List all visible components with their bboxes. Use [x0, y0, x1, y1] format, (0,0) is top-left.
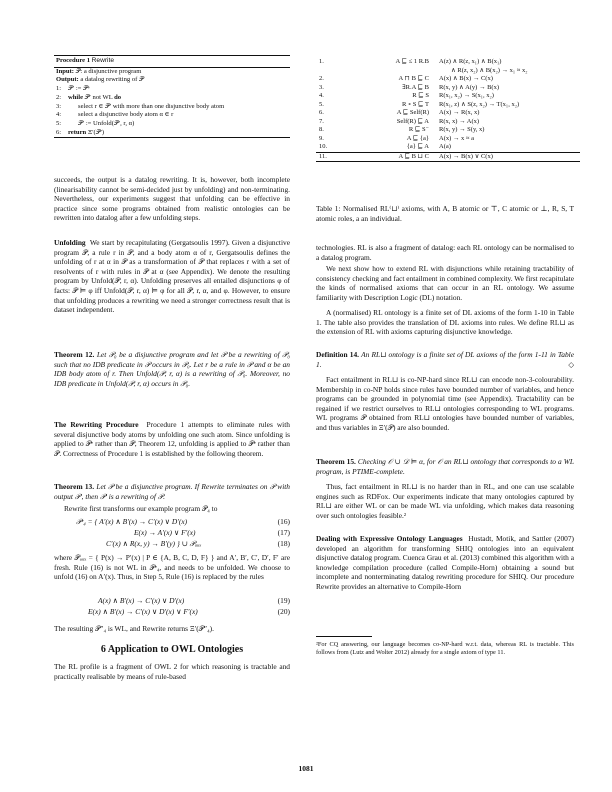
table-cell: Self(R) ⊑ A — [396, 117, 429, 125]
table-row — [316, 143, 580, 152]
table-cell: A(x) → B(x) ∨ C(x) — [439, 152, 493, 160]
table-cell — [349, 67, 439, 76]
right-paragraph-1: technologies. RL is also a fragment of datalog: each RL ontology can be normalised to a datalog program. — [316, 243, 574, 262]
table-cell: A ⊑ Self(R) — [396, 109, 429, 116]
table-cell: A(a) — [439, 143, 451, 150]
table-cell: 8. — [319, 126, 324, 133]
table-row — [316, 75, 580, 84]
table-cell: A(x) ∧ B(x) → C(x) — [439, 75, 493, 82]
table-row — [316, 58, 580, 67]
line-number: 5: — [56, 119, 62, 127]
table-cell: 5. — [319, 100, 324, 108]
table-cell: A ⊑ B ⊔ C — [398, 152, 429, 160]
equation-19: A(x) ∧ B′(x) → C′(x) ∨ D′(x) (19) — [98, 596, 290, 605]
table-caption: Table 1: Normalised RL⁽⊔⁾ axioms, with A, B atomic or ⊤, C atomic or ⊥, R, S, T atomic roles, a an individual. — [316, 204, 574, 223]
table-row — [316, 101, 580, 110]
table-cell — [316, 67, 349, 76]
line-body — [68, 94, 121, 101]
where-paragraph: where 𝒫ₐᵤₓ = { P(x) → P′(x) | P ∈ {A, B, C, D, F} } and A′, B′, C′, D′, F′ are fresh. Rule (16) is not WL in 𝒫ᵉ₄, and needs to be unfolded. We choose to unfold (16) on A′(x). Thus, in Step 5, Rule (16) is replaced by the rules — [54, 553, 290, 582]
equations-16-18 — [54, 516, 290, 549]
table-cell: R(x₁, z) ∧ S(z, x₂) → T(x₁, x₂) — [439, 100, 520, 108]
line-text: 𝒫′ not WL — [83, 93, 115, 101]
procedure-line — [54, 85, 290, 94]
table-cell: 7. — [319, 117, 324, 125]
right-paragraph-2: We next show how to extend RL with disjunctions while retaining tractability of consistency checking and fact entailment in combined complexity. We first recapitulate the kinds of normalised axioms that can occur in an RL ontology. We assume familiarity with Description Logic (DL) notation. — [316, 264, 574, 302]
line-number: 2: — [56, 93, 62, 101]
table-row — [316, 84, 580, 93]
table-row — [316, 67, 580, 76]
page-number: 1081 — [298, 764, 314, 773]
table-row — [316, 109, 580, 118]
table-cell: R(x, x) → A(x) — [439, 117, 480, 125]
procedure-input: Input: 𝒫: a disjunctive program — [56, 67, 142, 75]
procedure-line — [54, 94, 290, 103]
line-text: 𝒫′ := 𝒫ᵉ — [68, 85, 90, 93]
table-row — [316, 135, 580, 144]
table-row — [316, 152, 580, 162]
theorem-15: Theorem 15. Checking 𝒪 ∪ 𝒟 ⊨ α, for 𝒪 an RL⊔ ontology that corresponds to a WL program, is PTIME-complete. — [316, 457, 575, 476]
table-cell: R(x, y) → S(y, x) — [439, 126, 485, 133]
right-paragraph-5: Thus, fact entailment in RL⊔ is no harder than in RL, and one can use scalable engines such as RDFox. Our experiments indicate that many ontologies captured by RL⊔ are either WL or can be made WL via unfolding, which makes data reasoning over such ontologies feasible.² — [316, 482, 574, 520]
table-cell: R ∘ S ⊑ T — [402, 100, 429, 108]
table-row — [316, 118, 580, 127]
footnote: ²For CQ answering, our language becomes co-NP-hard w.r.t. data, whereas RL is tractable. This follows from (Lutz and Wolter 2012) already for a single axiom of type 11. — [316, 641, 574, 657]
table-cell: ∃R.A ⊑ B — [402, 83, 429, 91]
table-cell: 6. — [319, 109, 324, 116]
procedure-lines — [54, 85, 290, 137]
procedure-line — [54, 111, 290, 120]
line-body — [68, 129, 104, 136]
table-cell: R(x₁, x₂) → S(x₁, x₂) — [439, 92, 494, 99]
line-body — [68, 85, 90, 92]
line-text: select a disjunctive body atom α ∈ r — [78, 111, 174, 119]
table-cell: ∧ R(z, x₂) ∧ B(x₂) → x₁ ≈ x₂ — [451, 66, 528, 74]
equation-20: E(x) ∧ B′(x) → C′(x) ∨ D′(x) ∨ F′(x) (20) — [88, 607, 290, 616]
table-cell: A ⊑ ≤ 1 R.B — [395, 58, 429, 65]
line-number: 3: — [56, 102, 62, 110]
line-number: 6: — [56, 128, 62, 136]
rewrite-intro: Rewrite first transforms our example program 𝒫₄ to — [64, 504, 218, 513]
equations-19-20 — [54, 595, 290, 617]
table-cell: R ⊑ S⁻ — [408, 126, 429, 133]
table-cell: 10. — [319, 143, 328, 150]
theorem-12: Theorem 12. Let 𝒫₀ be a disjunctive program and let 𝒫 be a rewriting of 𝒫₀ such that no IDB predicate in 𝒫 occurs in 𝒫₀. Let r be a rule in 𝒫 and α be an IDB body atom of r. Then Unfold(𝒫, r, α) is a rewriting of 𝒫₀. Moreover, no IDB predicate in Unfold(𝒫, r, α) occurs in 𝒫₀. — [54, 350, 290, 388]
intro-paragraph: succeeds, the output is a datalog rewriting. It is, however, both incomplete (linearisability cannot be semi-decided just by unfolding) and non-terminating. Nevertheless, our experiments suggest that unfolding can be effective in practice since some programs obtained from realistic ontologies can be rewritten into datalog after a few unfolding steps. — [54, 175, 290, 223]
keyword: return — [68, 128, 87, 136]
table-cell: A ⊓ B ⊑ C — [398, 75, 429, 82]
right-paragraph-6: Dealing with Expressive Ontology Languages Hustadt, Motik, and Sattler (2007) developed an algorithm for transforming SHIQ ontologies into an equivalent disjunctive datalog program. Cuenca Grau et al. (2013) combined this algorithm with a knowledge compilation procedure (called Compile-Horn) obtaining a sound but incomplete and nonterminating datalog rewriting procedure for SHIQ. Our procedure Rewrite provides an alternative to Compile-Horn — [316, 534, 574, 591]
line-text: select r ∈ 𝒫′ with more than one disjunctive body atom — [78, 102, 225, 110]
table-1 — [316, 58, 580, 162]
line-text: 𝒫′ := Unfold(𝒫′, r, α) — [78, 119, 135, 127]
line-body — [68, 103, 224, 110]
right-paragraph-3: A (normalised) RL ontology is a finite set of DL axioms of the form 1-10 in Table 1. The table also provides the translation of DL axioms into rules. We define RL⊔ as the extension of RL with axioms capturing disjunctive knowledge. — [316, 308, 574, 337]
table-cell: 3. — [319, 83, 324, 91]
line-body — [68, 120, 134, 127]
table-cell: A ⊑ {a} — [406, 134, 429, 142]
table-cell: 9. — [319, 134, 324, 142]
table-cell: 2. — [319, 75, 324, 82]
procedure-line — [54, 120, 290, 129]
line-text: Ξ′(𝒫′) — [86, 128, 105, 136]
line-number: 1: — [56, 85, 62, 93]
procedure-title: Procedure 1 Rewrite — [54, 56, 290, 68]
procedure-line — [54, 129, 290, 138]
section-paragraph: The RL profile is a fragment of OWL 2 for which reasoning is tractable and practically realisable by means of rule-based — [54, 662, 290, 681]
procedure-line — [54, 103, 290, 112]
theorem-13: Theorem 13. Let 𝒫 be a disjunctive program. If Rewrite terminates on 𝒫 with output 𝒫′, then 𝒫′ is a rewriting of 𝒫. — [54, 482, 290, 501]
table-cell: R(x, y) ∧ A(y) → B(x) — [439, 83, 500, 91]
table-cell: 4. — [319, 92, 324, 99]
result-sentence: The resulting 𝒫″₄ is WL, and Rewrite returns Ξ′(𝒫″₄). — [54, 624, 214, 633]
procedure-output: Output: a datalog rewriting of 𝒫 — [56, 76, 144, 84]
rewriting-procedure-paragraph: The Rewriting Procedure Procedure 1 attempts to eliminate rules with several disjunctive body atoms by unfolding one such atom. Since unfolding is applied to 𝒫ᵉ rather than 𝒫, Theorem 12, unfolding is applied to 𝒫ᵉ rather than 𝒫. Correctness of Procedure 1 is established by the following theorem. — [54, 420, 290, 458]
procedure-box — [54, 55, 290, 138]
table-cell: A(x) → x ≈ a — [439, 134, 474, 142]
table-cell: R ⊑ S — [412, 92, 429, 99]
table-row — [316, 92, 580, 101]
line-body — [68, 111, 173, 118]
table-row — [316, 126, 580, 135]
equation-17: E(x) → A′(x) ∨ F′(x) (17) — [134, 528, 290, 537]
keyword: while — [68, 93, 84, 101]
table-cell: 1. — [319, 58, 324, 65]
table-cell: 11. — [319, 152, 327, 160]
unfolding-paragraph: Unfolding We start by recapitulating (Gergatsoulis 1997). Given a disjunctive program 𝒫, a rule r in 𝒫, and a body atom α of r, Gergatsoulis defines the unfolding of r at α in 𝒫 as a transformation of 𝒫 that replaces r with a set of resolvents of r with rules in 𝒫 at α (see Appendix). We denote the resulting program by Unfold(𝒫, r, α). Unfolding preserves all entailed disjunctions φ of facts: 𝒫 ⊨ φ iff Unfold(𝒫, r, α) ⊨ φ for all 𝒫, r, α, and φ. However, to ensure that unfolding produces a rewriting we need a stronger correctness result that is dataset independent. — [54, 238, 290, 315]
footnote-rule — [316, 636, 372, 637]
right-paragraph-4: Fact entailment in RL⊔ is co-NP-hard since RL⊔ can encode non-3-colourability. Membership in co-NP holds since rules have bounded number of variables, and hence programs can be grounded in polynomial time (see Appendix). Tractability can be regained if we restrict ourselves to RL⊔ ontologies corresponding to WL programs. WL programs 𝒫 obtained from RL⊔ ontologies have bounded number of variables, and thus variables in Ξ′(𝒫) are also bounded. — [316, 375, 574, 432]
table-cell: A(z) ∧ R(z, x₁) ∧ B(x₁) — [439, 58, 502, 65]
line-number: 4: — [56, 111, 62, 119]
equation-18: C′(x) ∧ R(x, y) → B′(y) } ∪ 𝒫ₐᵤₓ (18) — [106, 539, 290, 548]
table-cell: A(x) → R(x, x) — [439, 109, 480, 116]
equation-16: 𝒫ᵉ₄ = { A′(x) ∧ B′(x) → C′(x) ∨ D′(x) (16) — [76, 517, 290, 526]
keyword: do — [114, 93, 122, 101]
section-heading: 6 Application to OWL Ontologies — [100, 644, 244, 655]
table-cell: {a} ⊑ A — [406, 143, 429, 150]
definition-14: Definition 14. An RL⊔ ontology is a finite set of DL axioms of the form 1-11 in Table 1. ◇ — [316, 350, 574, 369]
